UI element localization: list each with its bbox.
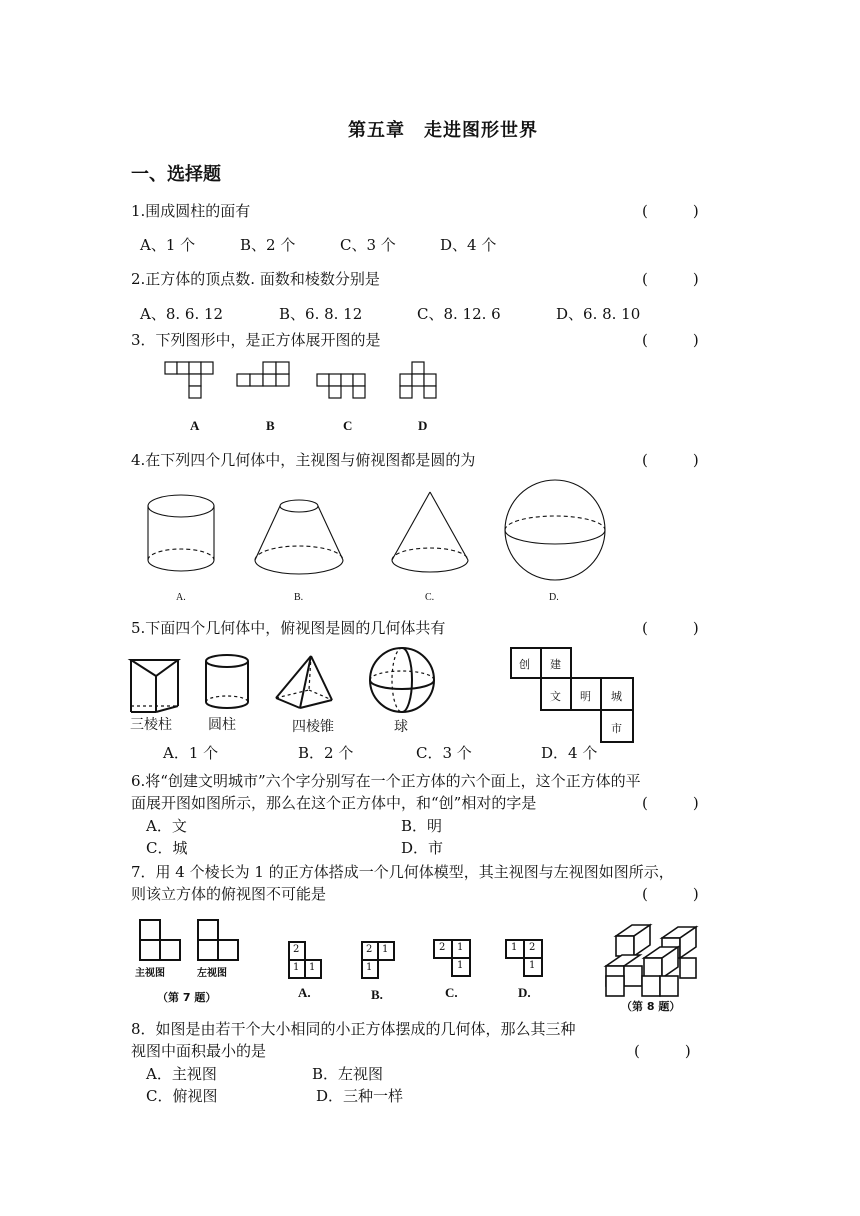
main-view-label: 主视图: [135, 968, 165, 979]
q5-option-b: B．2 个: [298, 744, 354, 762]
q4-stem: 4.在下列四个几何体中，主视图与俯视图都是圆的为: [131, 451, 476, 469]
q8-stem-line1: 8．如图是由若干个大小相同的小正方体摆成的几何体，那么其三种: [131, 1020, 576, 1038]
solid-c-label: C.: [425, 592, 435, 603]
q7-stem-line1: 7．用 4 个棱长为 1 的正方体搭成一个几何体模型，其主视图与左视图如图所示，: [131, 863, 674, 881]
left-view-label: 左视图: [197, 968, 227, 979]
q6-stem-line1: 6.将“创建文明城市”六个字分别写在一个正方体的六个面上，这个正方体的平: [131, 772, 641, 790]
top-view-a-label: A.: [298, 985, 311, 1000]
net-cell-jian: 建: [550, 658, 561, 671]
q8-option-b: B．左视图: [312, 1065, 384, 1083]
q5-option-c: C．3 个: [416, 744, 472, 762]
top-view-c-num: 1: [457, 960, 464, 971]
q5-answer-blank: ( ): [642, 619, 699, 637]
main-view-figure: [140, 920, 180, 960]
top-view-b-num: 2: [366, 944, 373, 955]
label-cylinder: 圆柱: [208, 717, 236, 733]
q2-stem: 2.正方体的顶点数. 面数和棱数分别是: [131, 270, 380, 288]
q4-answer-blank: ( ): [642, 451, 699, 469]
top-view-c-label: C.: [445, 985, 458, 1000]
q2-option-c: C、8. 12. 6: [417, 305, 501, 323]
section-heading: 一、选择题: [131, 164, 221, 185]
q8-option-c: C．俯视图: [146, 1087, 218, 1105]
top-view-c-num: 2: [439, 942, 446, 953]
top-view-c-num: 1: [457, 942, 464, 953]
q1-option-c: C、3 个: [340, 236, 396, 254]
net-cell-chuang: 创: [519, 658, 530, 671]
net-cell-cheng: 城: [611, 690, 622, 703]
net-d-label: D: [418, 418, 428, 433]
q2-option-a: A、8. 6. 12: [140, 305, 224, 323]
top-view-a-num: 1: [293, 962, 300, 973]
top-view-b-num: 1: [382, 944, 389, 955]
q7-caption: （第 7 题）: [157, 991, 217, 1004]
q8-answer-blank: ( ): [634, 1042, 691, 1060]
q2-answer-blank: ( ): [642, 270, 699, 288]
q3-stem: 3．下列图形中，是正方体展开图的是: [131, 331, 381, 349]
q5-stem: 5.下面四个几何体中，俯视图是圆的几何体共有: [131, 619, 446, 637]
q6-option-b: B．明: [401, 817, 443, 835]
top-view-d-num: 1: [511, 942, 518, 953]
q1-option-b: B、2 个: [240, 236, 296, 254]
net-a-label: A: [190, 418, 200, 433]
q8-cube-stack: [606, 925, 696, 996]
label-square-pyramid: 四棱锥: [292, 719, 334, 735]
q5-option-a: A．1 个: [163, 744, 219, 762]
top-view-d-num: 2: [529, 942, 536, 953]
top-view-b-num: 1: [366, 962, 373, 973]
solid-b-label: B.: [294, 592, 304, 603]
page-title: 第五章 走进图形世界: [348, 120, 538, 141]
top-view-d-num: 1: [529, 960, 536, 971]
q6-answer-blank: ( ): [642, 794, 699, 812]
top-view-a-num: 2: [293, 944, 300, 955]
q6-stem-line2: 面展开图如图所示，那么在这个正方体中，和“创”相对的字是: [131, 794, 537, 812]
top-view-b-label: B.: [371, 987, 383, 1002]
q8-caption: （第 8 题）: [621, 1000, 681, 1013]
q8-option-d: D．三种一样: [316, 1087, 404, 1105]
solid-a-label: A.: [176, 592, 186, 603]
net-b-label: B: [266, 418, 275, 433]
q8-option-a: A．主视图: [146, 1065, 217, 1083]
q1-stem: 1.围成圆柱的面有: [131, 202, 251, 220]
q5-option-d: D．4 个: [541, 744, 598, 762]
q6-option-a: A．文: [146, 817, 187, 835]
left-view-figure: [198, 920, 238, 960]
label-triangular-prism: 三棱柱: [130, 717, 172, 733]
q7-stem-line2: 则该立方体的俯视图不可能是: [131, 885, 327, 903]
net-cell-wen: 文: [550, 690, 561, 703]
net-cell-shi: 市: [611, 722, 622, 735]
q7-answer-blank: ( ): [642, 885, 699, 903]
top-view-d-label: D.: [518, 985, 531, 1000]
net-c-label: C: [343, 418, 353, 433]
q2-option-d: D、6. 8. 10: [556, 305, 641, 323]
q6-option-d: D．市: [401, 839, 444, 857]
net-cell-ming: 明: [580, 690, 591, 703]
q1-answer-blank: ( ): [642, 202, 699, 220]
q6-option-c: C．城: [146, 839, 188, 857]
q1-option-d: D、4 个: [440, 236, 497, 254]
solid-d-label: D.: [549, 592, 559, 603]
label-sphere: 球: [394, 719, 408, 735]
q2-option-b: B、6. 8. 12: [279, 305, 363, 323]
q8-stem-line2: 视图中面积最小的是: [131, 1042, 267, 1060]
q3-answer-blank: ( ): [642, 331, 699, 349]
q1-option-a: A、1 个: [140, 236, 196, 254]
top-view-a-num: 1: [309, 962, 316, 973]
